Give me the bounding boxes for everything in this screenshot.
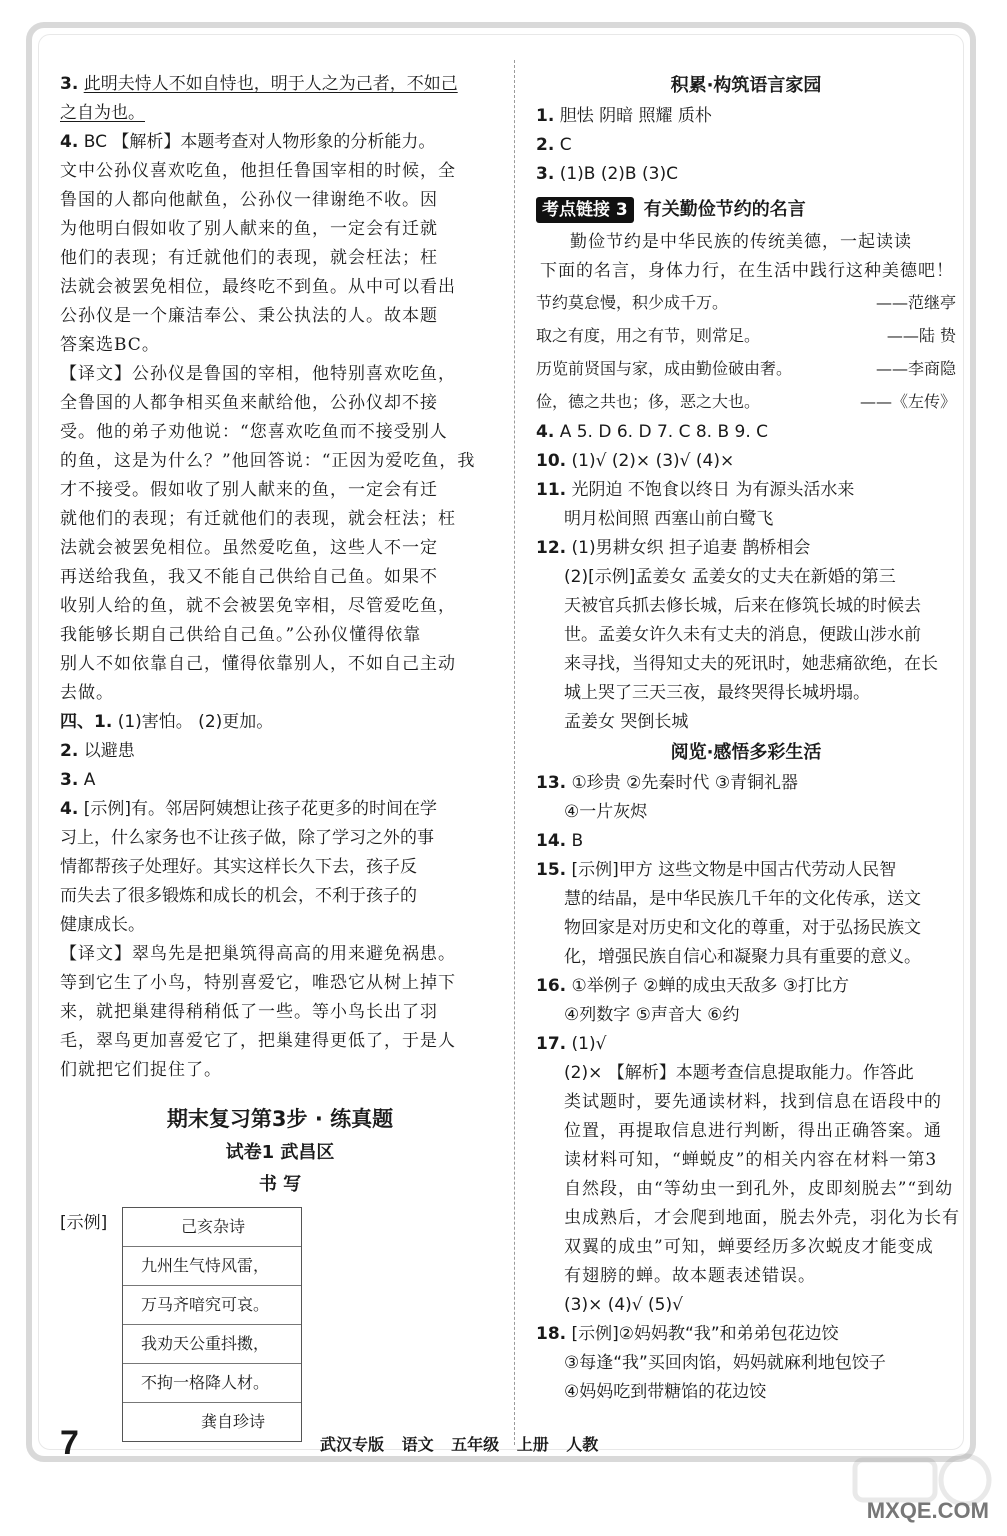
answer-line xyxy=(60,592,500,621)
answer-line xyxy=(60,186,500,215)
left-column xyxy=(60,70,500,1455)
poem-line: 我劝天公重抖擞， xyxy=(123,1325,301,1364)
answer-line xyxy=(536,1146,956,1175)
answer-line xyxy=(60,998,500,1027)
line-text: 位置，再提取信息进行判断，得出正确答案。通 xyxy=(564,1121,942,1141)
answer-line xyxy=(536,476,956,505)
line-text: 明月松间照 西塞山前白鹭飞 xyxy=(564,509,774,529)
line-text: 毛，翠鸟更加喜爱它了，把巢建得更低了，于是人 xyxy=(60,1031,456,1051)
line-text: 就他们的表现；有迁就他们的表现，就会枉法；枉 xyxy=(60,509,456,529)
answer-line xyxy=(536,708,956,737)
answer-line xyxy=(536,1262,956,1291)
quote-author: ——陆 贽 xyxy=(886,326,956,345)
line-text: 此明夫恃人不如自恃也，明于人之为己者，不如己 xyxy=(83,74,458,94)
line-text: 收别人给的鱼，就不会被罢免宰相，尽管爱吃鱼， xyxy=(60,596,456,616)
answer-line xyxy=(60,244,500,273)
poem-line: 九州生气恃风雷， xyxy=(123,1247,301,1286)
answer-line xyxy=(536,650,956,679)
line-text: 鲁国的人都向他献鱼，公孙仪一律谢绝不收。因 xyxy=(60,190,438,210)
column-divider xyxy=(514,60,515,1445)
item-number: 11. xyxy=(536,480,567,500)
line-text: [示例]有。邻居阿姨想让孩子花更多的时间在学 xyxy=(83,799,437,819)
line-text: 类试题时，要先通读材料，找到信息在语段中的 xyxy=(564,1092,942,1112)
item-number: 15. xyxy=(536,860,567,880)
line-text: 他们的表现；有迁就他们的表现，就会枉法；枉 xyxy=(60,248,438,268)
answer-line xyxy=(536,798,956,827)
review-title: 期末复习第3步 · 练真题 xyxy=(166,1107,394,1131)
poem-line: 万马齐喑究可哀。 xyxy=(123,1286,301,1325)
line-text: 天被官兵抓去修长城，后来在修筑长城的时候去 xyxy=(564,596,921,616)
item-number: 2. xyxy=(536,135,555,155)
answer-line xyxy=(536,1059,956,1088)
answer-line xyxy=(536,447,956,476)
item-number: 4. xyxy=(60,132,79,152)
line-text: 胆怯 阴暗 照耀 质朴 xyxy=(559,106,712,126)
line-text: 虫成熟后，才会爬到地面，脱去外壳，羽化为长有 xyxy=(564,1208,960,1228)
answer-line xyxy=(536,972,956,1001)
answer-line xyxy=(60,360,500,389)
answer-line xyxy=(60,824,500,853)
line-text: ③每逢“我”买回肉馅，妈妈就麻利地包饺子 xyxy=(564,1353,886,1373)
line-text: BC 【解析】本题考查对人物形象的分析能力。 xyxy=(83,132,436,152)
answer-line xyxy=(60,99,500,128)
item-number: 17. xyxy=(536,1034,567,1054)
answer-line xyxy=(60,157,500,186)
watermark-text: MXQE.COM xyxy=(866,1498,989,1523)
quote-author: ——范继亭 xyxy=(875,293,956,312)
line-text: 【译文】翠鸟先是把巢筑得高高的用来避免祸患。 xyxy=(60,944,456,964)
answer-line xyxy=(60,853,500,882)
quote-text: 节约莫怠慢，积少成千万。 xyxy=(536,293,729,312)
item-number: 2. xyxy=(60,741,79,761)
line-text: 有翅膀的蝉。故本题表述错误。 xyxy=(564,1266,816,1286)
answer-line xyxy=(60,302,500,331)
line-text: 而失去了很多锻炼和成长的机会，不利于孩子的 xyxy=(60,886,417,906)
line-text: 城上哭了三天三夜，最终哭得长城坍塌。 xyxy=(564,683,870,703)
quote-text: 取之有度，用之有节，则常足。 xyxy=(536,326,761,345)
knowledge-link-badge: 考点链接 3 xyxy=(536,197,634,223)
line-text: 为他明白假如收了别人献来的鱼，一定会有迁就 xyxy=(60,219,438,239)
answer-line xyxy=(536,1030,956,1059)
quote-row xyxy=(536,385,956,418)
line-text: ①珍贵 ②先秦时代 ③青铜礼器 xyxy=(571,773,799,793)
answer-line xyxy=(536,1001,956,1030)
answer-line xyxy=(60,215,500,244)
line-text: (2)[示例]孟姜女 孟姜女的丈夫在新婚的第三 xyxy=(564,567,896,587)
answer-line xyxy=(60,273,500,302)
answer-line xyxy=(60,389,500,418)
answer-line xyxy=(60,563,500,592)
line-text: (2)× 【解析】本题考查信息提取能力。作答此 xyxy=(564,1063,914,1083)
item-number: 3. xyxy=(536,164,555,184)
link-intro-line: 下面的名言，身体力行，在生活中践行这种美德吧！ xyxy=(540,261,954,281)
quote-author: ——《左传》 xyxy=(859,392,956,411)
answer-line xyxy=(536,1175,956,1204)
line-text: 孟姜女 哭倒长城 xyxy=(564,712,689,732)
line-text: (1)害怕。 (2)更加。 xyxy=(117,712,274,732)
knowledge-link-header xyxy=(536,195,956,224)
answer-line xyxy=(536,1320,956,1349)
answer-line xyxy=(60,418,500,447)
item-number: 1. xyxy=(536,106,555,126)
calligraphy-example xyxy=(60,1205,500,1455)
paper-title: 试卷1 武昌区 xyxy=(225,1142,335,1163)
line-text: 情都帮孩子处理好。其实这样长久下去，孩子反 xyxy=(60,857,417,877)
answer-line xyxy=(60,795,500,824)
answer-line xyxy=(536,563,956,592)
answer-line xyxy=(60,737,500,766)
answer-line xyxy=(60,505,500,534)
answer-line xyxy=(536,769,956,798)
line-text: ④一片灰烬 xyxy=(564,802,648,822)
line-text: 我能够长期自己供给自己鱼。”公孙仪懂得依靠 xyxy=(60,625,422,645)
answer-line xyxy=(536,856,956,885)
line-text: 习上，什么家务也不让孩子做，除了学习之外的事 xyxy=(60,828,434,848)
answer-line xyxy=(536,1378,956,1407)
line-text: A xyxy=(83,770,96,790)
item-number: 4. xyxy=(60,799,79,819)
line-text: 化，增强民族自信心和凝聚力具有重要的意义。 xyxy=(564,947,921,967)
line-text: 读材料可知，“蝉蜕皮”的相关内容在材料一第3 xyxy=(564,1150,938,1170)
line-text: 慧的结晶，是中华民族几千年的文化传承，送文 xyxy=(564,889,921,909)
line-text: 才不接受。假如收了别人献来的鱼，一定会有迁 xyxy=(60,480,438,500)
line-text: 的鱼，这是为什么？”他回答说：“正因为爱吃鱼，我 xyxy=(60,451,476,471)
answer-line xyxy=(536,827,956,856)
answer-line xyxy=(536,621,956,650)
line-text: ①举例子 ②蝉的成虫天敌多 ③打比方 xyxy=(571,976,850,996)
quote-author: ——李商隐 xyxy=(875,359,956,378)
item-number: 16. xyxy=(536,976,567,996)
line-text: 之自为也。 xyxy=(60,103,145,123)
item-number: 12. xyxy=(536,538,567,558)
answer-line xyxy=(60,940,500,969)
answer-line xyxy=(60,969,500,998)
line-text: A 5. D 6. D 7. C 8. B 9. C xyxy=(559,422,769,442)
answer-line xyxy=(60,650,500,679)
answer-line xyxy=(60,708,500,737)
answer-line xyxy=(60,766,500,795)
answer-line xyxy=(536,1204,960,1233)
left-answer-lines xyxy=(60,70,500,1085)
answer-line xyxy=(536,1291,956,1320)
item-number: 四、1. xyxy=(60,712,113,732)
answer-line xyxy=(60,534,500,563)
answer-line xyxy=(536,131,956,160)
line-text: 等到它生了小鸟，特别喜爱它，唯恐它从树上掉下 xyxy=(60,973,456,993)
answer-line xyxy=(536,418,956,447)
quote-row xyxy=(536,352,956,385)
line-text: 受。他的弟子劝他说：“您喜欢吃鱼而不接受别人 xyxy=(60,422,448,442)
line-text: 物回家是对历史和文化的尊重，对于弘扬民族文 xyxy=(564,918,921,938)
line-text: (1)√ (2)× (3)√ (4)× xyxy=(571,451,735,471)
line-text: 们就把它们捉住了。 xyxy=(60,1060,222,1080)
answer-line xyxy=(60,476,500,505)
writing-title: 书 写 xyxy=(258,1174,302,1195)
line-text: 光阴迫 不饱食以终日 为有源头活水来 xyxy=(571,480,855,500)
line-text: 世。孟姜女许久未有丈夫的消息，便跋山涉水前 xyxy=(564,625,921,645)
answer-line xyxy=(60,70,500,99)
poem-line: 不拘一格降人材。 xyxy=(123,1364,301,1403)
poem-title: 己亥杂诗 xyxy=(123,1208,301,1247)
answer-line xyxy=(536,679,956,708)
right-answer-lines-bottom xyxy=(536,769,960,1407)
answer-line xyxy=(60,128,500,157)
page-number: 7 xyxy=(60,1424,79,1462)
line-text: [示例]甲方 这些文物是中国古代劳动人民智 xyxy=(571,860,897,880)
line-text: 以避患 xyxy=(83,741,135,761)
accumulate-title: 积累·构筑语言家园 xyxy=(670,75,822,96)
line-text: 双翼的成虫”可知，蝉要经历多次蜕皮才能变成 xyxy=(564,1237,934,1257)
answer-line xyxy=(536,592,956,621)
answer-line xyxy=(60,679,500,708)
line-text: B xyxy=(571,831,584,851)
line-text: 【译文】公孙仪是鲁国的宰相，他特别喜欢吃鱼， xyxy=(60,364,456,384)
answer-line xyxy=(60,447,500,476)
answer-line xyxy=(536,885,956,914)
answer-line xyxy=(536,1117,956,1146)
line-text: (1)B (2)B (3)C xyxy=(559,164,678,184)
item-number: 4. xyxy=(536,422,555,442)
answer-line xyxy=(536,943,956,972)
quote-row xyxy=(536,286,956,319)
answer-line xyxy=(536,1349,956,1378)
line-text: 再送给我鱼，我又不能自己供给自己鱼。如果不 xyxy=(60,567,438,587)
example-label: [示例] xyxy=(60,1213,108,1233)
footer-text: 武汉专版 语文 五年级 上册 人教 xyxy=(320,1435,599,1454)
answer-line xyxy=(536,914,956,943)
answer-line xyxy=(60,621,500,650)
item-number: 13. xyxy=(536,773,567,793)
line-text: 去做。 xyxy=(60,683,114,703)
quote-text: 历览前贤国与家，成由勤俭破由奢。 xyxy=(536,359,793,378)
answer-line xyxy=(60,911,500,940)
answer-line xyxy=(60,882,500,911)
right-column xyxy=(536,70,960,1407)
item-number: 14. xyxy=(536,831,567,851)
line-text: (1)√ xyxy=(571,1034,607,1054)
answer-line xyxy=(536,1233,956,1262)
line-text: 答案选BC。 xyxy=(60,335,160,355)
item-number: 3. xyxy=(60,770,79,790)
answer-line xyxy=(536,1088,956,1117)
answer-line xyxy=(536,160,956,189)
answer-line xyxy=(60,1056,500,1085)
answer-line xyxy=(60,1027,500,1056)
poem-box xyxy=(122,1207,302,1442)
line-text: 公孙仪是一个廉洁奉公、秉公执法的人。故本题 xyxy=(60,306,438,326)
line-text: 文中公孙仪喜欢吃鱼，他担任鲁国宰相的时候，全 xyxy=(60,161,456,181)
line-text: 自然段，由“等幼虫一到孔外，皮即刻脱去”“到幼 xyxy=(564,1179,954,1199)
line-text: 别人不如依靠自己，懂得依靠别人，不如自己主动 xyxy=(60,654,456,674)
right-answer-lines-top xyxy=(536,102,956,189)
line-text: 法就会被罢免相位。虽然爱吃鱼，这些人不一定 xyxy=(60,538,438,558)
line-text: 来寻找，当得知丈夫的死讯时，她悲痛欲绝，在长 xyxy=(564,654,938,674)
line-text: 健康成长。 xyxy=(60,915,145,935)
line-text: 法就会被罢免相位，最终吃不到鱼。从中可以看出 xyxy=(60,277,456,297)
quote-text: 俭，德之共也；侈，恶之大也。 xyxy=(536,392,761,411)
answer-line xyxy=(536,534,956,563)
line-text: ④列数字 ⑤声音大 ⑥约 xyxy=(564,1005,740,1025)
line-text: ④妈妈吃到带糖馅的花边饺 xyxy=(564,1382,767,1402)
knowledge-link-title: 有关勤俭节约的名言 xyxy=(643,199,806,220)
quote-row xyxy=(536,319,956,352)
line-text: 全鲁国的人都争相买鱼来献给他，公孙仪却不接 xyxy=(60,393,438,413)
answer-line xyxy=(536,102,956,131)
link-intro-line: 勤俭节约是中华民族的传统美德，一起读读 xyxy=(570,232,912,252)
poem-author: 龚自珍诗 xyxy=(201,1412,266,1431)
line-text: (1)男耕女织 担子追妻 鹊桥相会 xyxy=(571,538,811,558)
answer-line xyxy=(536,505,956,534)
answer-line xyxy=(60,331,500,360)
line-text: (3)× (4)√ (5)√ xyxy=(564,1295,683,1315)
right-answer-lines-mid xyxy=(536,418,956,737)
reading-title: 阅览·感悟多彩生活 xyxy=(670,742,822,763)
line-text: C xyxy=(559,135,572,155)
item-number: 10. xyxy=(536,451,567,471)
quote-list xyxy=(536,286,956,418)
line-text: 来，就把巢建得稍稍低了一些。等小鸟长出了羽 xyxy=(60,1002,438,1022)
item-number: 3. xyxy=(60,74,79,94)
line-text: [示例]②妈妈教“我”和弟弟包花边饺 xyxy=(571,1324,839,1344)
item-number: 18. xyxy=(536,1324,567,1344)
